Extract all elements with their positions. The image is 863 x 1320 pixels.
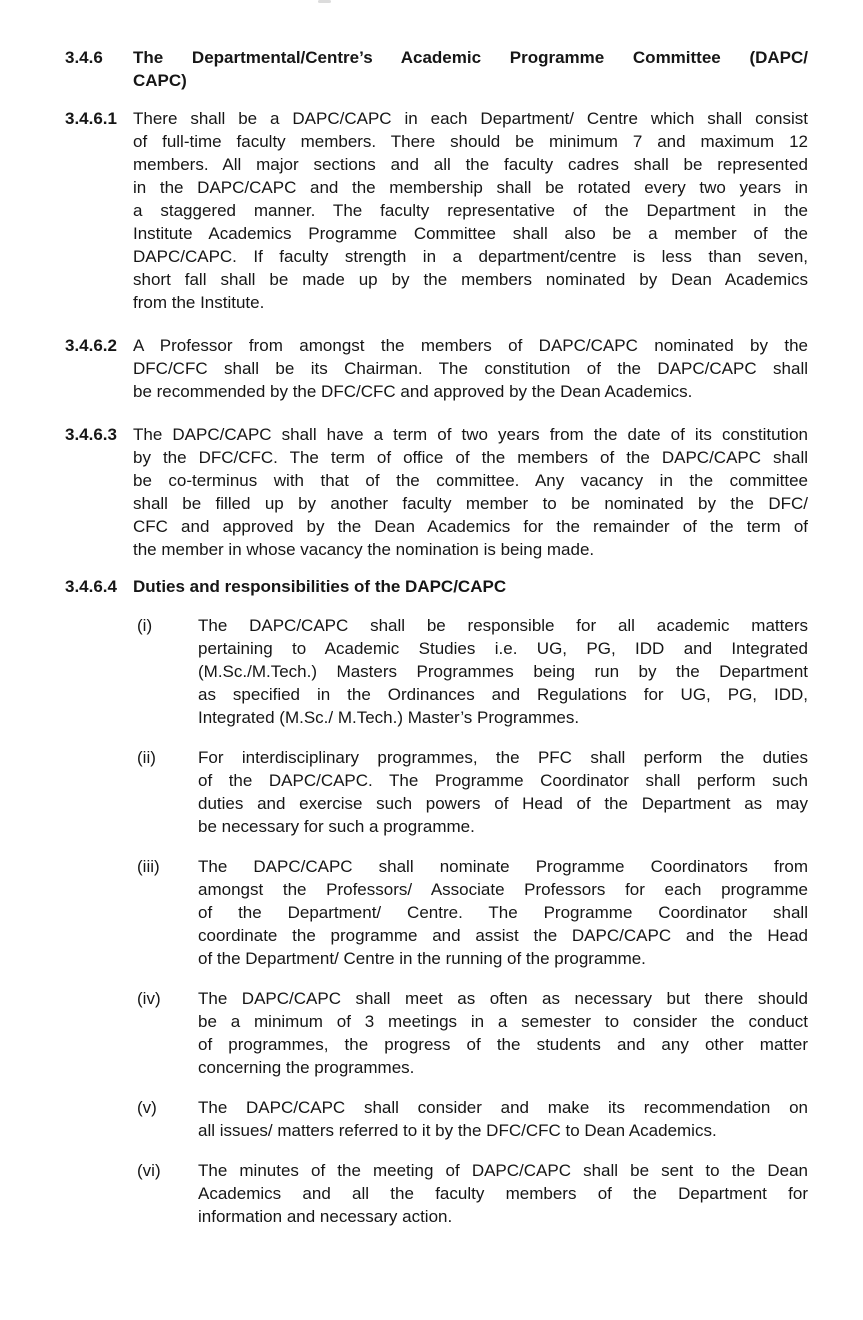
item-text: The DAPC/CAPC shall nominate Programme Coordinators from amongst the Professors/ Associate Professors for each programme of the Department/ Centre. The Programme Coordinator shall coordinate the programme and assist the DAPC/CAPC and the Head of the Department/ Centre in the running of the programme. bbox=[198, 857, 808, 968]
subsection-heading-3-4-6-4 bbox=[65, 575, 863, 598]
clause-3-4-6-1 bbox=[65, 107, 863, 314]
subsection-heading-text: Duties and responsibilities of the DAPC/CAPC bbox=[133, 577, 507, 596]
scan-speck bbox=[318, 0, 331, 3]
section-heading-3-4-6 bbox=[65, 46, 863, 92]
item-label: (iv) bbox=[137, 989, 161, 1008]
clause-number: 3.4.6.1 bbox=[65, 109, 117, 128]
clause-3-4-6-3 bbox=[65, 423, 863, 561]
list-item-vi bbox=[137, 1159, 863, 1228]
list-item-ii bbox=[137, 746, 863, 838]
clause-number: 3.4.6.4 bbox=[65, 577, 117, 596]
item-text: The DAPC/CAPC shall meet as often as necessary but there should be a minimum of 3 meetings in a semester to consider the conduct of programmes, the progress of the students and any other matter concerning the programmes. bbox=[198, 989, 808, 1077]
item-label: (vi) bbox=[137, 1161, 161, 1180]
list-item-i bbox=[137, 614, 863, 729]
clause-text: A Professor from amongst the members of DAPC/CAPC nominated by the DFC/CFC shall be its Chairman. The constitution of the DAPC/CAPC shall be recommended by the DFC/CFC and approved by the Dean Academics. bbox=[133, 336, 808, 401]
item-label: (iii) bbox=[137, 857, 160, 876]
list-item-v bbox=[137, 1096, 863, 1142]
item-text: The minutes of the meeting of DAPC/CAPC shall be sent to the Dean Academics and all the faculty members of the Department for information and necessary action. bbox=[198, 1161, 808, 1226]
list-item-iv bbox=[137, 987, 863, 1079]
item-label: (i) bbox=[137, 616, 153, 635]
item-label: (v) bbox=[137, 1098, 157, 1117]
duties-list bbox=[65, 614, 863, 1228]
item-text: The DAPC/CAPC shall be responsible for all academic matters pertaining to Academic Studies i.e. UG, PG, IDD and Integrated (M.Sc./M.Tech.) Masters Programmes being run by the Department as specified in the Ordinances and Regulations for UG, PG, IDD, Integrated (M.Sc./ M.Tech.) Master’s Programmes. bbox=[198, 616, 808, 727]
clause-text: The DAPC/CAPC shall have a term of two years from the date of its constitution by the DFC/CFC. The term of office of the members of the DAPC/CAPC shall be co-terminus with that of the committee. Any vacancy in the committee shall be filled up by another faculty member to be nominated by the DFC/ CFC and approved by the Dean Academics for the remainder of the term of the member in whose vacancy the nomination is being made. bbox=[133, 425, 808, 559]
section-heading-text: The Departmental/Centre’s Academic Programme Committee (DAPC/ CAPC) bbox=[133, 48, 808, 90]
clause-number: 3.4.6.2 bbox=[65, 336, 117, 355]
clause-text: There shall be a DAPC/CAPC in each Department/ Centre which shall consist of full-time faculty members. There should be minimum 7 and maximum 12 members. All major sections and all the faculty cadres shall be represented in the DAPC/CAPC and the membership shall be rotated every two years in a staggered manner. The faculty representative of the Department in the Institute Academics Programme Committee shall also be a member of the DAPC/CAPC. If faculty strength in a department/centre is less than seven, short fall shall be made up by the members nominated by Dean Academics from the Institute. bbox=[133, 109, 808, 312]
section-number: 3.4.6 bbox=[65, 48, 103, 67]
item-text: The DAPC/CAPC shall consider and make its recommendation on all issues/ matters referred to it by the DFC/CFC to Dean Academics. bbox=[198, 1098, 808, 1140]
item-label: (ii) bbox=[137, 748, 156, 767]
clause-3-4-6-2 bbox=[65, 334, 863, 403]
clause-number: 3.4.6.3 bbox=[65, 425, 117, 444]
list-item-iii bbox=[137, 855, 863, 970]
item-text: For interdisciplinary programmes, the PFC shall perform the duties of the DAPC/CAPC. The Programme Coordinator shall perform such duties and exercise such powers of Head of the Department as may be necessary for such a programme. bbox=[198, 748, 808, 836]
